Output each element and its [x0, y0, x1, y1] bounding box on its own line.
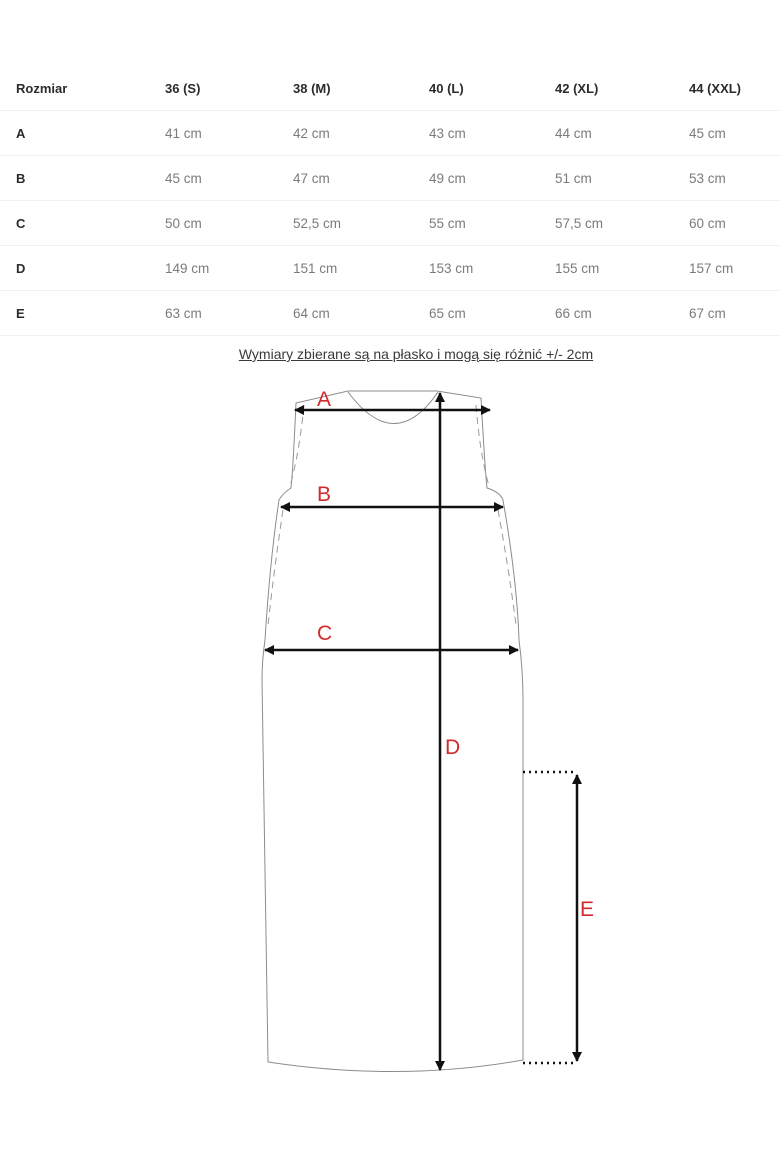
table-cell: 153 cm [429, 246, 555, 291]
measurement-b-label: B [317, 483, 332, 506]
header-size-36: 36 (S) [165, 66, 293, 111]
table-cell: 64 cm [293, 291, 429, 336]
table-cell: 47 cm [293, 156, 429, 201]
table-cell: 157 cm [689, 246, 780, 291]
measurement-d-label: D [445, 736, 461, 759]
measurement-a-label: A [317, 388, 332, 411]
row-label: C [0, 201, 165, 246]
table-cell: 52,5 cm [293, 201, 429, 246]
header-size-42: 42 (XL) [555, 66, 689, 111]
header-size-44: 44 (XXL) [689, 66, 780, 111]
table-cell: 57,5 cm [555, 201, 689, 246]
table-cell: 45 cm [165, 156, 293, 201]
row-label: E [0, 291, 165, 336]
neckline [348, 392, 438, 424]
table-cell: 41 cm [165, 111, 293, 156]
table-cell: 45 cm [689, 111, 780, 156]
table-cell: 43 cm [429, 111, 555, 156]
header-size-38: 38 (M) [293, 66, 429, 111]
table-cell: 50 cm [165, 201, 293, 246]
table-cell: 65 cm [429, 291, 555, 336]
table-cell: 63 cm [165, 291, 293, 336]
measurement-e-label: E [580, 898, 595, 921]
row-label: B [0, 156, 165, 201]
table-cell: 42 cm [293, 111, 429, 156]
table-cell: 66 cm [555, 291, 689, 336]
table-cell: 51 cm [555, 156, 689, 201]
table-cell: 60 cm [689, 201, 780, 246]
table-cell: 151 cm [293, 246, 429, 291]
measurement-note: Wymiary zbierane są na płasko i mogą się różnić +/- 2cm [238, 346, 594, 362]
measurement-c-label: C [317, 622, 333, 645]
row-label: D [0, 246, 165, 291]
table-cell: 53 cm [689, 156, 780, 201]
header-size-label: Rozmiar [0, 66, 165, 111]
dress-outline [262, 391, 523, 1072]
table-cell: 67 cm [689, 291, 780, 336]
header-size-40: 40 (L) [429, 66, 555, 111]
table-cell: 44 cm [555, 111, 689, 156]
table-cell: 55 cm [429, 201, 555, 246]
table-cell: 149 cm [165, 246, 293, 291]
table-cell: 49 cm [429, 156, 555, 201]
table-cell: 155 cm [555, 246, 689, 291]
row-label: A [0, 111, 165, 156]
